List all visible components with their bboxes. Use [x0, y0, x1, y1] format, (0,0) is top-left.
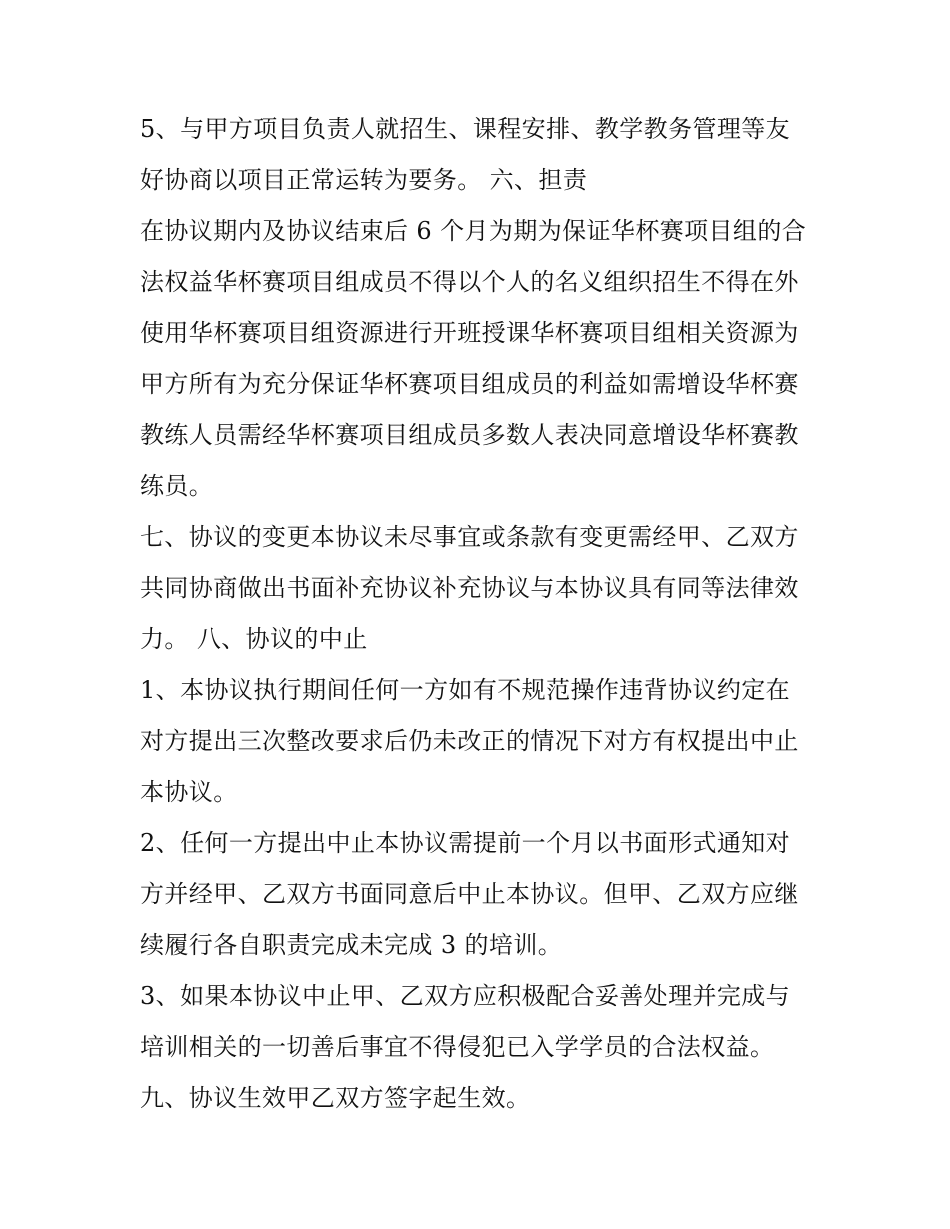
text-line: 1、本协议执行期间任何一方如有不规范操作违背协议约定在 — [140, 676, 791, 704]
text-line: 使用华杯赛项目组资源进行开班授课华杯赛项目组相关资源为 — [140, 319, 799, 347]
text-line: 共同协商做出书面补充协议补充协议与本协议具有同等法律效 — [140, 574, 799, 602]
text-line: 法权益华杯赛项目组成员不得以个人的名义组织招生不得在外 — [140, 268, 799, 296]
text-line: 力。 八、协议的中止 — [140, 625, 368, 653]
text-line: 培训相关的一切善后事宜不得侵犯已入学学员的合法权益。 — [140, 1033, 775, 1061]
text-line: 3、如果本协议中止甲、乙双方应积极配合妥善处理并完成与 — [140, 982, 791, 1010]
text-line: 九、协议生效甲乙双方签字起生效。 — [140, 1084, 531, 1112]
text-line: 对方提出三次整改要求后仍未改正的情况下对方有权提出中止 — [140, 727, 799, 755]
text-line: 教练人员需经华杯赛项目组成员多数人表决同意增设华杯赛教 — [140, 421, 799, 449]
text-line: 练员。 — [140, 472, 214, 500]
text-line: 甲方所有为充分保证华杯赛项目组成员的利益如需增设华杯赛 — [140, 370, 799, 398]
text-line: 续履行各自职责完成未完成 3 的培训。 — [140, 931, 563, 959]
text-line: 2、任何一方提出中止本协议需提前一个月以书面形式通知对 — [140, 829, 791, 857]
text-line: 5、与甲方项目负责人就招生、课程安排、教学教务管理等友 — [140, 115, 791, 143]
text-line: 好协商以项目正常运转为要务。 六、担责 — [140, 166, 588, 194]
text-line: 方并经甲、乙双方书面同意后中止本协议。但甲、乙双方应继 — [140, 880, 799, 908]
text-line: 本协议。 — [140, 778, 238, 806]
text-line: 七、协议的变更本协议未尽事宜或条款有变更需经甲、乙双方 — [140, 523, 799, 551]
text-line: 在协议期内及协议结束后 6 个月为期为保证华杯赛项目组的合 — [140, 217, 807, 245]
document-body — [140, 104, 820, 1124]
